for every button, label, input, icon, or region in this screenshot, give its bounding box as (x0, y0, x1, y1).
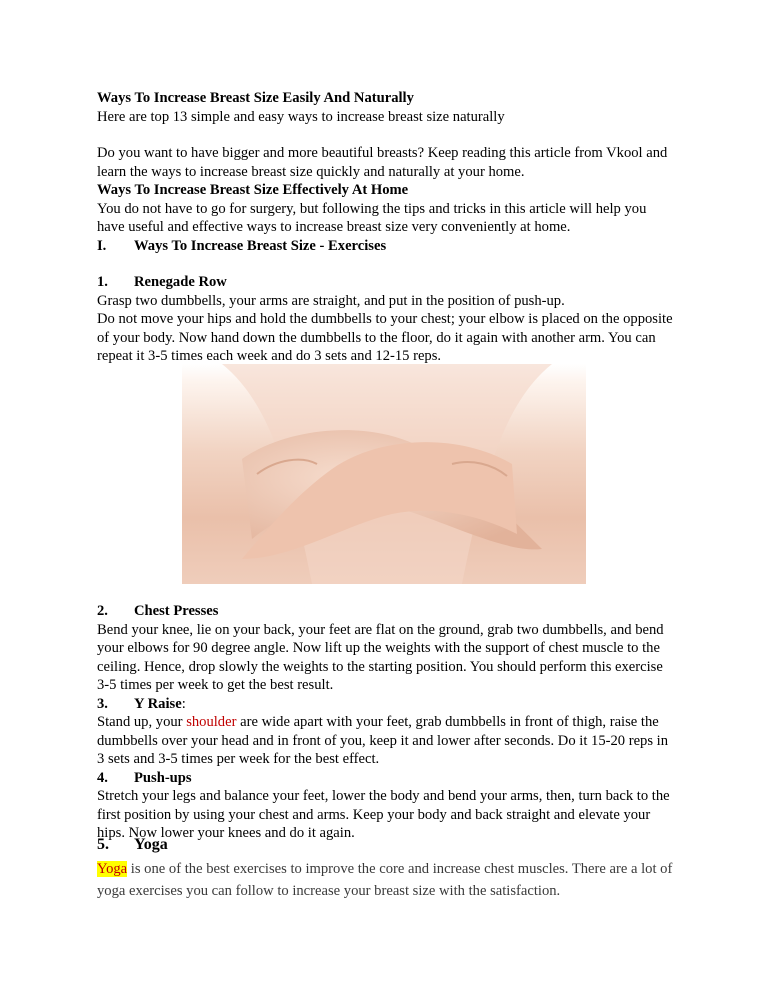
exercise-1-text: Do not move your hips and hold the dumbbells to your chest; your elbow is placed on the opposite of your body. Now hand down the dumbbells to the floor, do it again with another arm. You can repeat it 3-5 times each week and do 3 sets and 12-15 reps. (97, 311, 673, 364)
section-heading: I. Ways To Increase Breast Size - Exercises (97, 237, 387, 254)
page-title: Ways To Increase Breast Size Easily And Naturally (97, 90, 414, 106)
home-heading: Ways To Increase Breast Size Effectively At Home (97, 182, 409, 198)
yoga-paragraph: Yoga is one of the best exercises to improve the core and increase chest muscles. There are a lot of yoga exercises you can follow to increase your breast size with the satisfaction. (97, 861, 673, 899)
crossed-arms-image (182, 364, 586, 584)
document-body (97, 89, 677, 366)
chest-photo (182, 364, 586, 584)
exercise-heading-4: 4. Push-ups (97, 769, 192, 786)
document-body-continued (97, 602, 677, 843)
exercise-1-step: Grasp two dumbbells, your arms are straight, and put in the position of push-up. (97, 292, 565, 309)
exercise-2-text: Bend your knee, lie on your back, your feet are flat on the ground, grab two dumbbells, and bend your elbows for 90 degree angle. Now lift up the weights with the support of chest muscle to the ceiling. Hence, drop slowly the weights to the starting position. You should perform this exercise 3-5 times per week to get the best result. (97, 621, 664, 693)
exercise-heading-5: 5. Yoga (97, 836, 168, 853)
yoga-link[interactable]: Yoga (97, 861, 128, 877)
exercise-4-text: Stretch your legs and balance your feet, lower the body and bend your arms, then, turn back to the first position by using your chest and arms. Keep your body and back straight and elevate your hips. Now lower your knees and do it again. (97, 788, 670, 841)
subtitle: Here are top 13 simple and easy ways to increase breast size naturally (97, 108, 505, 125)
exercise-heading-1: 1. Renegade Row (97, 274, 227, 290)
exercise-heading-3: 3. Y Raise : (97, 695, 186, 712)
exercise-heading-2: 2. Chest Presses (97, 603, 219, 619)
intro-paragraph: Do you want to have bigger and more beautiful breasts? Keep reading this article from Vkool and learn the ways to increase breast size quickly and naturally at your home. (97, 145, 668, 180)
exercise-3-text: Stand up, your shoulder are wide apart with your feet, grab dumbbells in front of thigh, raise the dumbbells over your head and in front of you, keep it and lower after seconds. Do it 15-20 reps in 3 sets and 3-5 times per week for the best effect. (97, 714, 669, 767)
home-paragraph: You do not have to go for surgery, but following the tips and tricks in this article will help you have useful and effective ways to increase breast size very conveniently at home. (97, 200, 647, 235)
shoulder-link[interactable]: shoulder (186, 714, 237, 730)
yoga-section (97, 836, 687, 902)
